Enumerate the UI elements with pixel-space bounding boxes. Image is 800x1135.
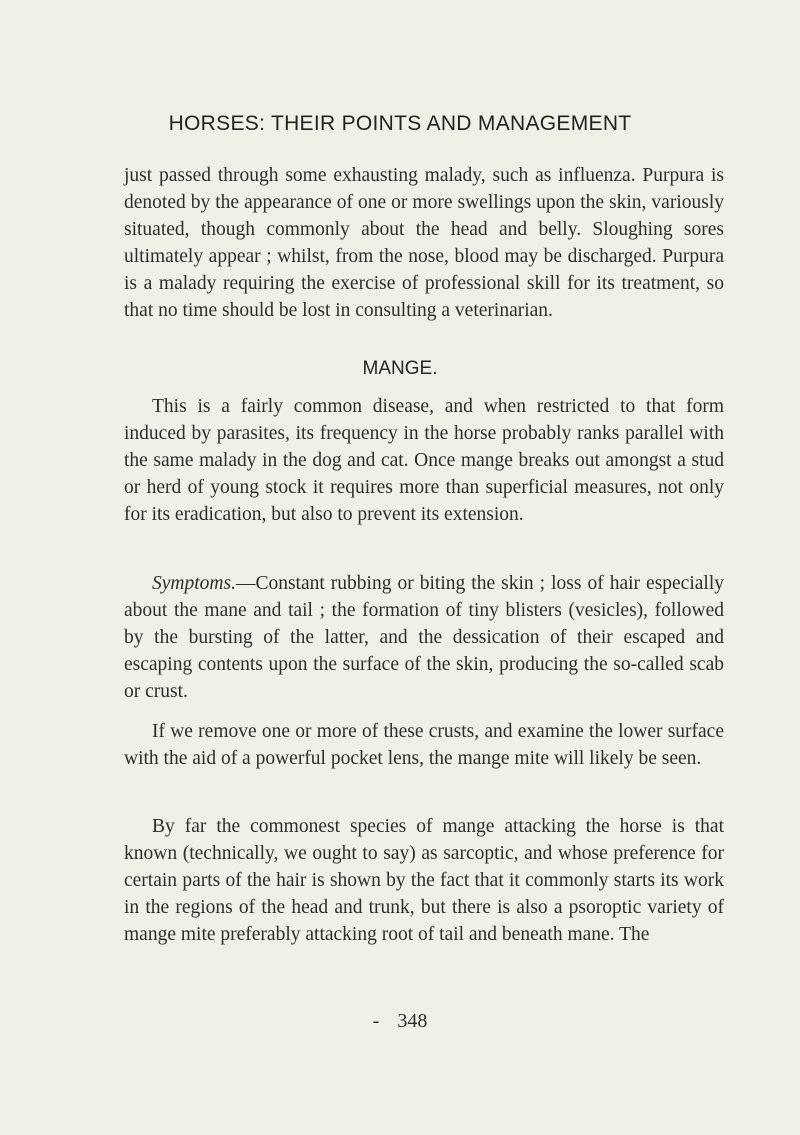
paragraph-sarcoptic: By far the commonest species of mange attacking the horse is that known (technically, we ought to say) as sarcoptic, and whose preference for certain parts of the hair is shown by the fact that it commonly starts its work in the regions of the head and trunk, but there is also a psoroptic variety of mange mite preferably attacking root of tail and beneath mane. The — [124, 816, 724, 945]
page-number — [0, 1010, 800, 1033]
paragraph-mange-intro: This is a fairly common disease, and when restricted to that form induced by parasites, its frequency in the horse probably ranks parallel with the same malady in the dog and cat. Once mange breaks out amongst a stud or herd of young stock it requires more than superficial measures, not only for its eradication, but also to prevent its extension. — [124, 396, 724, 525]
running-head: HORSES: THEIR POINTS AND MANAGEMENT — [168, 112, 632, 135]
paragraph-purpura: just passed through some exhausting malady, such as influenza. Purpura is denoted by the appearance of one or more swellings upon the skin, variously situated, though commonly about the head and belly. Sloughing sores ultimately appear ; whilst, from the nose, blood may be discharged. Purpura is a malady requiring the exercise of professional skill for its treatment, so that no time should be lost in consulting a veterinarian. — [124, 165, 724, 321]
symptoms-text: —Constant rubbing or biting the skin ; loss of hair especially about the mane and tail ; the formation of tiny blisters (vesicles), followed by the bursting of the latter, and the dessication of their escaped and escaping contents upon the surface of the skin, producing the so-called scab or crust. — [124, 573, 724, 702]
paragraph-crusts: If we remove one or more of these crusts, and examine the lower surface with the aid of a powerful pocket lens, the mange mite will likely be seen. — [124, 721, 724, 769]
section-heading-mange: MANGE. — [362, 358, 438, 379]
page-number-value: 348 — [397, 1010, 428, 1032]
paragraph-symptoms — [124, 570, 724, 705]
symptoms-label: Symptoms. — [152, 573, 236, 594]
folio-dash: - — [372, 1010, 380, 1032]
